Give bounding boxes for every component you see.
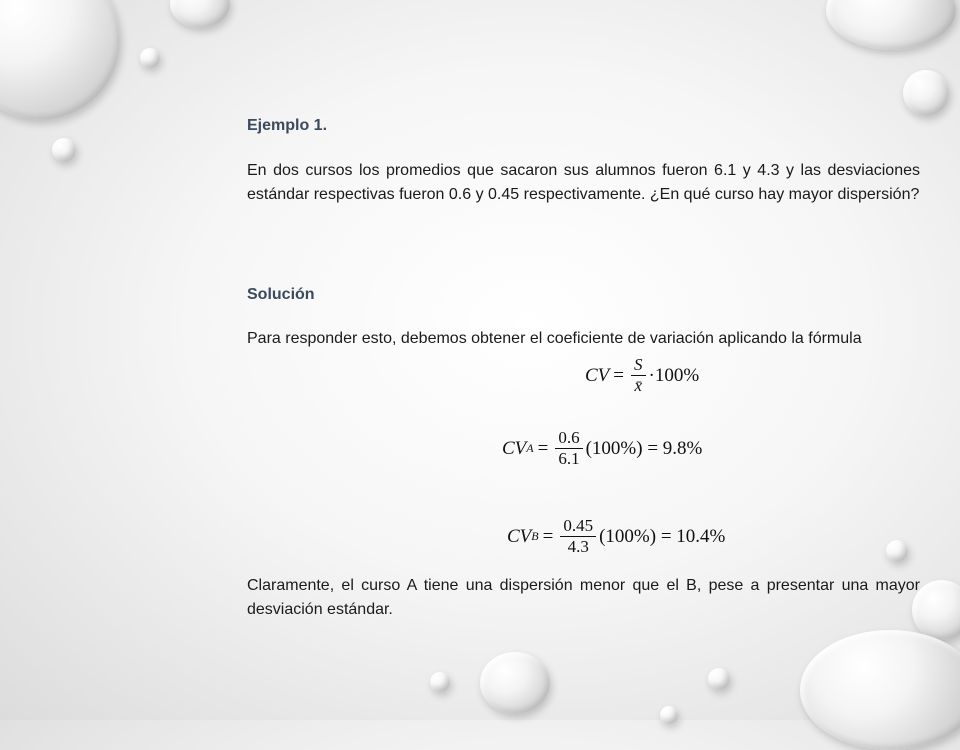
water-drop-decoration bbox=[52, 138, 76, 162]
formula-cv-a bbox=[502, 428, 702, 469]
water-drop-decoration bbox=[903, 70, 949, 116]
water-drop-decoration bbox=[170, 0, 230, 28]
formula-fraction bbox=[631, 355, 646, 396]
solution-intro: Para responder esto, debemos obtener el coeficiente de variación aplicando la fórmula bbox=[247, 330, 862, 347]
water-drop-decoration bbox=[800, 630, 960, 750]
formula-rest: ·100% bbox=[648, 364, 700, 386]
formula-numerator: 0.6 bbox=[555, 428, 582, 449]
formula-subscript: B bbox=[531, 529, 539, 543]
formula-equals: = bbox=[613, 364, 624, 386]
formula-rest: (100%) = 9.8% bbox=[585, 437, 703, 459]
formula-subscript: A bbox=[526, 441, 534, 455]
formula-lhs: CV bbox=[507, 525, 532, 547]
formula-rest: (100%) = 10.4% bbox=[599, 525, 726, 547]
formula-lhs: CV bbox=[585, 364, 610, 386]
water-drop-decoration bbox=[708, 668, 730, 690]
conclusion-text: Claramente, el curso A tiene una dispersión menor que el B, pese a presentar una mayor desviación estándar. bbox=[247, 577, 920, 618]
formula-equals: = bbox=[537, 437, 549, 459]
water-drop-decoration bbox=[886, 540, 908, 562]
formula-equals: = bbox=[542, 525, 554, 547]
formula-denominator: x̄ bbox=[634, 376, 643, 395]
problem-text: En dos cursos los promedios que sacaron sus alumnos fueron 6.1 y 4.3 y las desviaciones estándar respectivas fueron 0.6 y 0.45 respectivamente. ¿En qué curso hay mayor dispersión? bbox=[247, 162, 920, 203]
formula-fraction bbox=[560, 516, 596, 557]
formula-numerator: 0.45 bbox=[560, 516, 596, 537]
formula-denominator: 6.1 bbox=[558, 449, 580, 468]
water-drop-decoration bbox=[140, 48, 160, 68]
water-drop-decoration bbox=[480, 652, 550, 714]
water-drop-decoration bbox=[826, 0, 956, 50]
water-drop-decoration bbox=[660, 706, 678, 724]
water-drop-decoration bbox=[430, 672, 450, 692]
water-drop-decoration bbox=[0, 0, 120, 120]
solution-heading: Solución bbox=[247, 286, 315, 303]
example-heading: Ejemplo 1. bbox=[247, 117, 328, 134]
formula-cv-general bbox=[585, 355, 699, 396]
formula-denominator: 4.3 bbox=[567, 537, 589, 556]
formula-numerator: S bbox=[631, 355, 646, 376]
formula-cv-b bbox=[507, 516, 725, 557]
formula-lhs: CV bbox=[502, 437, 527, 459]
formula-fraction bbox=[555, 428, 582, 469]
